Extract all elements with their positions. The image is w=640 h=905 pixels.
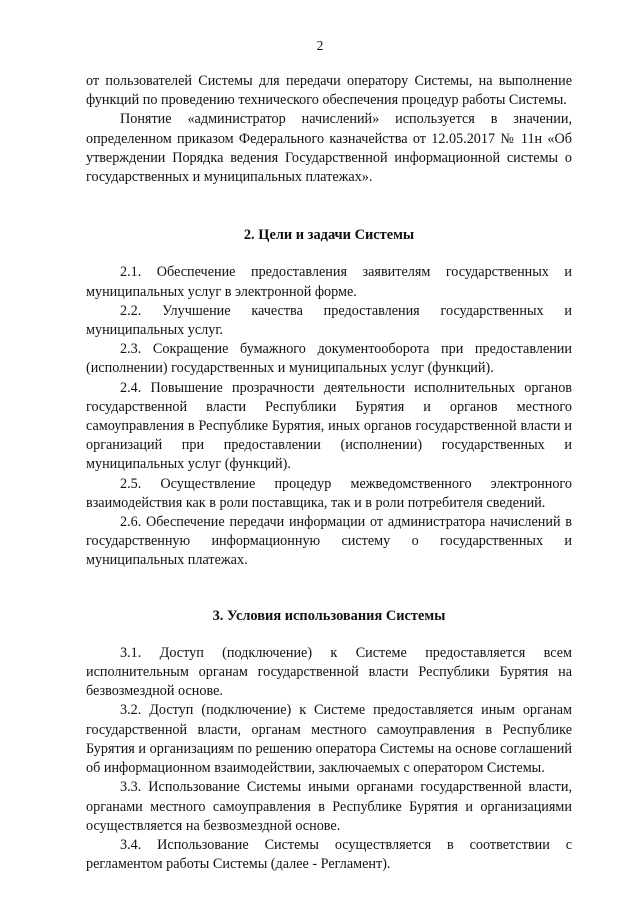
section-2-item: 2.5. Осуществление процедур межведомственного электронного взаимодействия как в роли поставщика, так и в роли потребителя сведений.: [86, 475, 572, 511]
section-3-item: 3.1. Доступ (подключение) к Системе предоставляется всем исполнительным органам государственной власти Республики Бурятия на безвозмездной основе.: [86, 644, 572, 700]
section-2-item: 2.2. Улучшение качества предоставления государственных и муниципальных услуг.: [86, 302, 572, 339]
page-number: 2: [316, 38, 324, 53]
section-2-item: 2.3. Сокращение бумажного документооборота при предоставлении (исполнении) государственных и муниципальных услуг (функций).: [86, 341, 572, 377]
section-2-heading: 2. Цели и задачи Системы: [243, 227, 415, 244]
intro-paragraph-2: Понятие «администратор начислений» используется в значении, определенном приказом Федерального казначейства от 12.05.2017 № 11н «Об утверждении Порядка ведения Государственной информационной системы о государственных и муниципальных платежах».: [86, 111, 572, 186]
section-3-item: 3.4. Использование Системы осуществляется в соответствии с регламентом работы Системы (далее - Регламент).: [86, 836, 572, 873]
document-body: [86, 72, 572, 874]
section-2-item: 2.4. Повышение прозрачности деятельности исполнительных органов государственной власти Республики Бурятия и органов местного самоуправления в Республике Бурятия, иных органов государственной власти и организаций при предоставлении (исполнении) государственных и муниципальных услуг (функций).: [86, 379, 572, 473]
section-3-item: 3.3. Использование Системы иными органами государственной власти, органами местного самоуправления в Республике Бурятия и организациями осуществляется на безвозмездной основе.: [86, 779, 572, 834]
section-3-heading: 3. Условия использования Системы: [212, 607, 446, 624]
intro-paragraph-1: от пользователей Системы для передачи оператору Системы, на выполнение функций по проведению технического обеспечения процедур работы Системы.: [86, 73, 572, 109]
section-3-item: 3.2. Доступ (подключение) к Системе предоставляется иным органам государственной власти, органам местного самоуправления в Республике Бурятия и организациям по решению оператора Системы на основе соглашений об информационном взаимодействии, заключаемых с оператором Системы.: [86, 702, 572, 777]
section-2-item: 2.6. Обеспечение передачи информации от администратора начислений в государственную информационную систему о государственных и муниципальных платежах.: [86, 514, 572, 569]
section-2-item: 2.1. Обеспечение предоставления заявителям государственных и муниципальных услуг в электронной форме.: [86, 264, 572, 300]
